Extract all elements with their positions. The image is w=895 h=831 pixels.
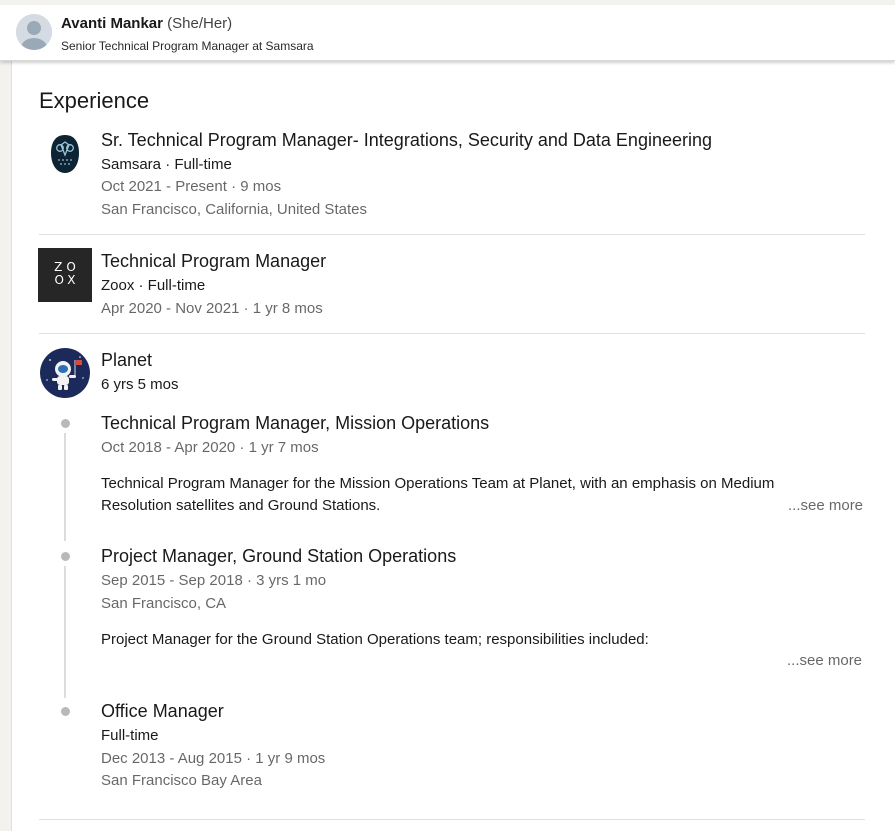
role-description: Project Manager for the Ground Station Operations team; responsibilities included:	[101, 631, 649, 648]
job-title[interactable]: Technical Program Manager	[101, 251, 327, 271]
role-location: San Francisco Bay Area	[101, 772, 262, 789]
role-title[interactable]: Technical Program Manager, Mission Operations	[101, 413, 490, 433]
samsara-owl-icon	[49, 133, 81, 177]
zoox-logo[interactable]	[38, 248, 92, 302]
samsara-logo[interactable]	[49, 133, 81, 177]
company-name[interactable]: Planet	[101, 350, 153, 370]
timeline-dot	[61, 419, 70, 428]
role-title[interactable]: Office Manager	[101, 701, 224, 721]
astronaut-icon	[40, 348, 90, 398]
role-location: San Francisco, CA	[101, 595, 227, 612]
experience-section	[11, 61, 895, 831]
job-location: San Francisco, California, United States	[101, 201, 367, 218]
section-title: Experience	[39, 88, 150, 113]
profile-name-text: Avanti Mankar	[61, 15, 163, 32]
company-tenure: 6 yrs 5 mos	[101, 376, 179, 393]
timeline-line	[64, 433, 66, 541]
role-dates: Dec 2013 - Aug 2015 · 1 yr 9 mos	[101, 750, 326, 767]
profile-name[interactable]	[61, 15, 232, 32]
sticky-profile-header	[0, 5, 895, 61]
job-dates: Oct 2021 - Present · 9 mos	[101, 178, 282, 195]
avatar[interactable]	[16, 14, 52, 50]
timeline-dot	[61, 552, 70, 561]
role-dates: Oct 2018 - Apr 2020 · 1 yr 7 mos	[101, 439, 319, 456]
timeline-dot	[61, 707, 70, 716]
job-title[interactable]: Sr. Technical Program Manager- Integrations, Security and Data Engineering	[101, 130, 712, 150]
timeline-line	[64, 566, 66, 698]
role-type: Full-time	[101, 727, 159, 744]
default-avatar-icon	[16, 14, 52, 50]
planet-logo[interactable]	[40, 348, 90, 398]
divider	[39, 333, 865, 334]
zoox-logo-text-bottom: OX	[54, 273, 80, 287]
role-title[interactable]: Project Manager, Ground Station Operations	[101, 546, 457, 566]
company-name: Zoox · Full-time	[101, 277, 206, 294]
see-more-link[interactable]: ...see more	[788, 497, 864, 514]
company-name: Samsara · Full-time	[101, 156, 232, 173]
zoox-logo-text-top: ZO	[54, 260, 80, 274]
see-more-link[interactable]: ...see more	[787, 652, 863, 669]
role-description: Technical Program Manager for the Mission Operations Team at Planet, with an emphasis on Medium Resolution satellites and Ground Stations.	[101, 475, 775, 514]
role-dates: Sep 2015 - Sep 2018 · 3 yrs 1 mo	[101, 572, 327, 589]
divider	[39, 819, 865, 820]
pronouns: (She/Her)	[167, 15, 233, 32]
profile-headline: Senior Technical Program Manager at Samsara	[61, 39, 314, 53]
job-dates: Apr 2020 - Nov 2021 · 1 yr 8 mos	[101, 300, 323, 317]
divider	[39, 234, 865, 235]
